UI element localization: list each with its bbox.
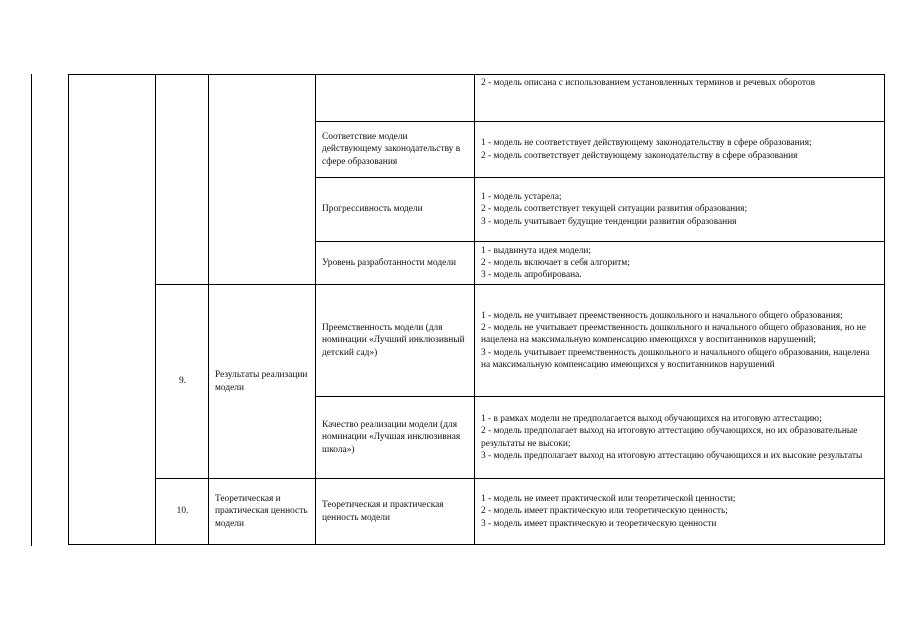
blank-first-column-cell [69, 75, 156, 545]
indicator-cell [316, 75, 475, 122]
table-row [69, 479, 885, 545]
levels-cell [475, 178, 885, 242]
levels-cell [475, 242, 885, 285]
levels-cell [475, 397, 885, 479]
number-cell: 10. [156, 479, 209, 545]
evaluation-criteria-table [68, 74, 885, 545]
indicator-cell: Преемственность модели (для номинации «Лучший инклюзивный детский сад») [316, 285, 475, 397]
level-text: 2 - модель не учитывает преемственность дошкольного и начального общего образования, но не нацелена на максимальную компенсацию имеющихся у воспитанников нарушений; [481, 323, 866, 346]
level-text: 2 - модель имеет практическую или теоретическую ценность; [481, 506, 728, 517]
level-text: 2 - модель соответствует действующему законодательству в сфере образования [481, 150, 798, 161]
level-text: 3 - модель учитывает будущие тенденции развития образования [481, 216, 737, 227]
level-text: 2 - модель описана с использованием установленных терминов и речевых оборотов [481, 78, 815, 88]
level-text: 1 - модель устарела; [481, 192, 562, 203]
indicator-cell: Уровень разработанности модели [316, 242, 475, 285]
criterion-cell: Результаты реализации модели [209, 285, 316, 479]
level-text: 1 - выдвинута идея модели; [481, 245, 592, 256]
table-row [69, 285, 885, 397]
level-text: 2 - модель соответствует текущей ситуации развития образования; [481, 204, 748, 215]
criterion-cell [209, 75, 316, 285]
number-cell [156, 75, 209, 285]
level-text: 2 - модель включает в себя алгоритм; [481, 257, 630, 268]
level-text: 3 - модель имеет практическую и теоретическую ценности [481, 518, 717, 529]
level-text: 1 - модель не соответствует действующему законодательству в сфере образования; [481, 138, 812, 149]
level-text: 3 - модель учитывает преемственность дошкольного и начального общего образования, нацелена на максимальную компенсацию имеющихся у воспитанников нарушений [481, 347, 870, 370]
level-text: 3 - модель предполагает выход на итоговую аттестацию обучающихся и их высокие результаты [481, 450, 863, 461]
criterion-cell: Теоретическая и практическая ценность модели [209, 479, 316, 545]
level-text: 1 - модель не имеет практической или теоретической ценности; [481, 494, 736, 505]
indicator-cell: Теоретическая и практическая ценность модели [316, 479, 475, 545]
number-cell: 9. [156, 285, 209, 479]
levels-cell [475, 75, 885, 122]
level-text: 2 - модель предполагает выход на итоговую аттестацию обучающихся, но их образовательные результаты не высоки; [481, 426, 858, 449]
indicator-cell: Прогрессивность модели [316, 178, 475, 242]
indicator-cell: Качество реализации модели (для номинации «Лучшая инклюзивная школа») [316, 397, 475, 479]
levels-cell [475, 122, 885, 178]
level-text: 1 - модель не учитывает преемственность дошкольного и начального общего образования; [481, 310, 843, 321]
level-text: 3 - модель апробирована. [481, 270, 582, 281]
left-margin-line [31, 74, 32, 546]
levels-cell [475, 479, 885, 545]
table-row [69, 75, 885, 122]
levels-cell [475, 285, 885, 397]
level-text: 1 - в рамках модели не предполагается выход обучающихся на итоговую аттестацию; [481, 414, 822, 425]
indicator-cell: Соответствие модели действующему законодательству в сфере образования [316, 122, 475, 178]
